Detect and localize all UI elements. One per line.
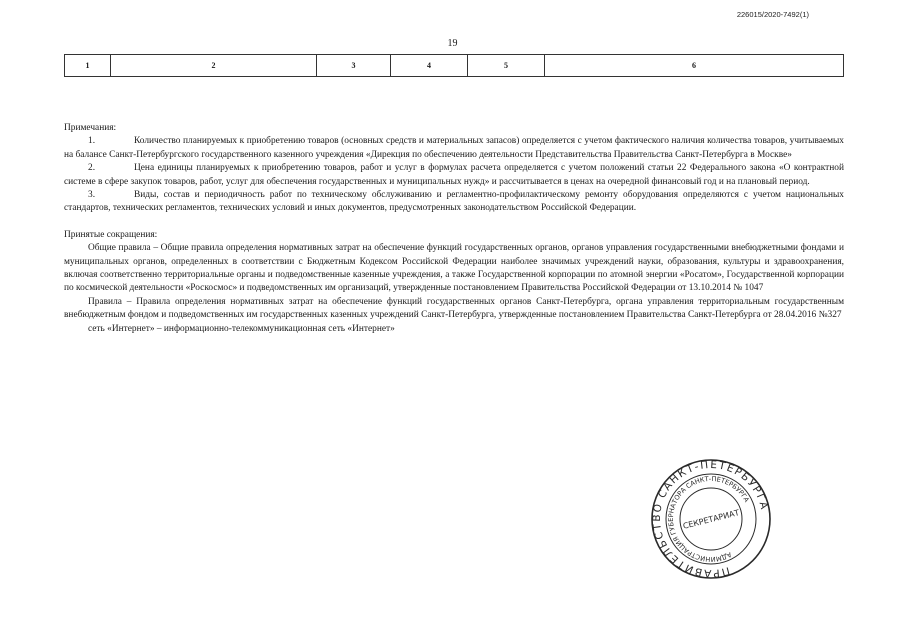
abbreviation-internet: сеть «Интернет» – информационно-телекоммуникационная сеть «Интернет» bbox=[88, 323, 395, 334]
column-header-6: 6 bbox=[545, 55, 844, 77]
column-header-5: 5 bbox=[468, 55, 545, 77]
note-item-2 bbox=[64, 162, 844, 189]
stamp-outer-text: ПРАВИТЕЛЬСТВО САНКТ-ПЕТЕРБУРГА bbox=[650, 458, 771, 580]
abbreviations-heading: Принятые сокращения: bbox=[64, 229, 158, 240]
document-id: 226015/2020-7492(1) bbox=[736, 10, 809, 19]
note-text: Количество планируемых к приобретению товаров (основных средств и материальных запасов) определяется с учетом фактического наличия количества товаров, учитываемых на балансе Санкт-Петербургского государственного казенного учреждения «Дирекция по обеспечению деятельности Представительства Правительства Санкт-Петербурга в Москве» bbox=[64, 136, 844, 160]
note-text: Виды, состав и периодичность работ по техническому обслуживанию и регламентно-профилактическому ремонту оборудования определяются с учетом национальных стандартов, технических регламентов, технических условий и иных документов, предусмотренных законодательством Российской Федерации. bbox=[64, 190, 844, 214]
document-body bbox=[64, 122, 844, 336]
stamp-inner-text: АДМИНИСТРАЦИЯ ГУБЕРНАТОРА САНКТ-ПЕТЕРБУРГА bbox=[666, 474, 751, 564]
page-number: 19 bbox=[447, 38, 458, 49]
abbreviation-general-rules: Общие правила – Общие правила определения нормативных затрат на обеспечение функций государственных органов, органов управления государственными внебюджетными фондами и муниципальных органов, определенных в соответствии с Бюджетным Кодексом Российской Федерации наиболее значимых учреждений науки, образования, культуры и здравоохранения, включая соответственно территориальные органы и подведомственные казенные учреждения, а также Государственной корпорации по атомной энергии «Росатом», Государственной корпорации по космической деятельности «Роскосмос» и подведомственных им организаций, утвержденные постановлением Правительства Российской Федерации от 13.10.2014 № 1047 bbox=[64, 243, 844, 294]
column-number-table bbox=[64, 54, 844, 77]
column-header-4: 4 bbox=[391, 55, 468, 77]
note-number: 3. bbox=[88, 190, 96, 201]
note-item-1 bbox=[64, 135, 844, 162]
table-row bbox=[65, 55, 844, 77]
column-header-1: 1 bbox=[65, 55, 111, 77]
notes-heading: Примечания: bbox=[64, 123, 117, 133]
secretariat-stamp bbox=[650, 458, 772, 580]
stamp-center-text: СЕКРЕТАРИАТ bbox=[682, 508, 741, 531]
note-text: Цена единицы планируемых к приобретению товаров, работ и услуг в формулах расчета определяется с учетом положений статьи 22 Федерального закона «О контрактной системе в сфере закупок товаров, работ, услуг для обеспечения государственных и муниципальных нужд» и рассчитывается в ценах на очередной финансовый год и на плановый период. bbox=[64, 163, 844, 187]
column-header-2: 2 bbox=[111, 55, 317, 77]
note-number: 1. bbox=[88, 136, 96, 147]
note-number: 2. bbox=[88, 163, 96, 174]
column-header-3: 3 bbox=[317, 55, 391, 77]
note-item-3 bbox=[64, 189, 844, 216]
abbreviation-rules: Правила – Правила определения нормативных затрат на обеспечение функций государственных органов Санкт-Петербурга, органа управления территориальным государственным внебюджетным фондом и подведомственных им государственных казенных учреждений Санкт-Петербурга, утвержденные постановлением Правительства Санкт-Петербурга от 28.04.2016 №327 bbox=[64, 296, 844, 321]
